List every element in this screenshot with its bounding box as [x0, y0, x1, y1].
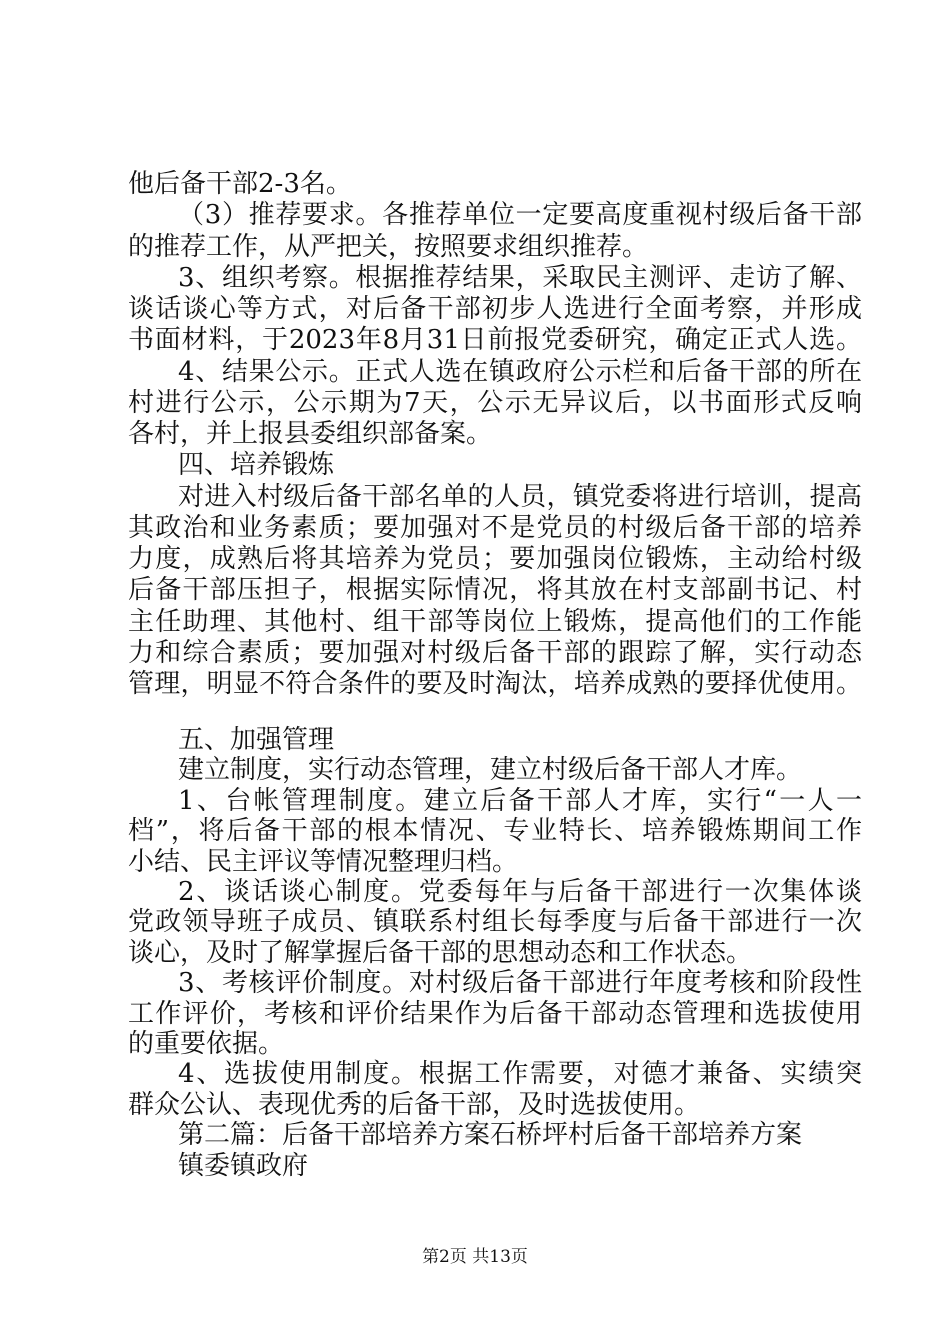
page-footer: 第2页 共13页 [422, 1247, 528, 1267]
text-line: 小结、民主评议等情况整理归档。 [128, 846, 519, 877]
text-line: 主任助理、其他村、组干部等岗位上锻炼，提高他们的工作能 [128, 606, 862, 637]
text-line: 管理，明显不符合条件的要及时淘汰，培养成熟的要择优使用。 [128, 669, 862, 699]
text-line: 对进入村级后备干部名单的人员，镇党委将进行培训，提高 [178, 481, 862, 512]
text-line: 的重要依据。 [128, 1029, 285, 1059]
text-line: 他后备干部2-3名。 [128, 169, 352, 199]
text-line: 建立制度，实行动态管理，建立村级后备干部人才库。 [178, 755, 803, 786]
text-line: 村进行公示，公示期为7天，公示无异议后，以书面形式反响 [128, 387, 862, 418]
text-line: 谈心，及时了解掌握后备干部的思想动态和工作状态。 [128, 937, 753, 968]
text-line: 五、加强管理 [178, 725, 335, 755]
text-line: 党政领导班子成员、镇联系村组长每季度与后备干部进行一次 [128, 907, 862, 938]
text-line: 档”，将后备干部的根本情况、专业特长、培养锻炼期间工作 [128, 816, 862, 847]
text-line: 其政治和业务素质；要加强对不是党员的村级后备干部的培养 [128, 512, 862, 543]
text-line: 力度，成熟后将其培养为党员；要加强岗位锻炼，主动给村级 [128, 544, 862, 574]
text-line: 后备干部压担子，根据实际情况，将其放在村支部副书记、村 [128, 575, 862, 606]
text-line: （3）推荐要求。各推荐单位一定要高度重视村级后备干部 [178, 200, 862, 231]
text-line: 各村，并上报县委组织部备案。 [128, 419, 493, 449]
text-line: 群众公认、表现优秀的后备干部，及时选拔使用。 [128, 1089, 701, 1120]
text-line: 4、选拔使用制度。根据工作需要，对德才兼备、实绩突 [178, 1059, 862, 1090]
text-line: 第二篇：后备干部培养方案石桥坪村后备干部培养方案 [178, 1120, 803, 1151]
text-line: 工作评价，考核和评价结果作为后备干部动态管理和选拔使用 [128, 998, 862, 1029]
text-line: 4、结果公示。正式人选在镇政府公示栏和后备干部的所在 [178, 356, 862, 387]
text-line: 书面材料，于2023年8月31日前报党委研究，确定正式人选。 [128, 325, 862, 356]
text-line: 谈话谈心等方式，对后备干部初步人选进行全面考察，并形成 [128, 294, 862, 324]
text-line: 镇委镇政府 [178, 1150, 309, 1181]
text-line: 1、台帐管理制度。建立后备干部人才库，实行“一人一 [178, 785, 862, 816]
text-line: 3、考核评价制度。对村级后备干部进行年度考核和阶段性 [178, 968, 862, 999]
text-line: 的推荐工作，从严把关，按照要求组织推荐。 [128, 231, 649, 262]
text-line: 四、培养锻炼 [178, 450, 335, 481]
text-line: 2、谈话谈心制度。党委每年与后备干部进行一次集体谈 [178, 877, 862, 907]
text-line: 力和综合素质；要加强对村级后备干部的跟踪了解，实行动态 [128, 637, 862, 668]
text-line: 3、组织考察。根据推荐结果，采取民主测评、走访了解、 [178, 262, 862, 293]
